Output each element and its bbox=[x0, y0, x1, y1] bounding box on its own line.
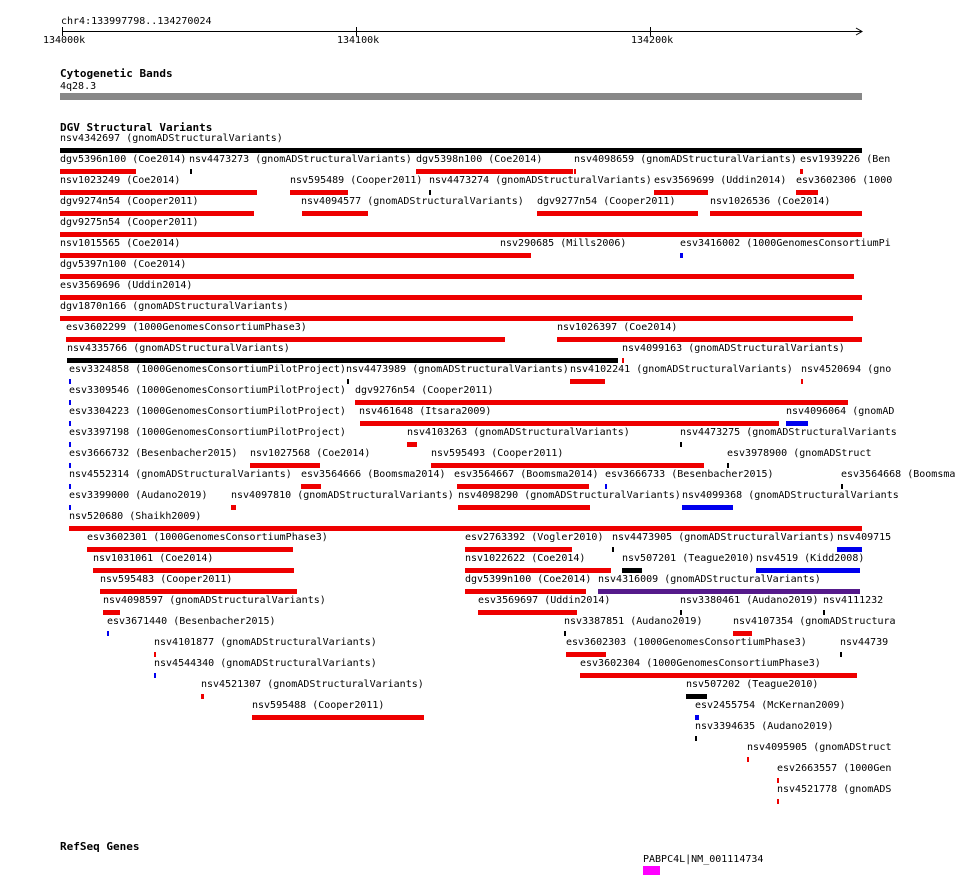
dgv-feature-label: esv3602306 (1000 bbox=[796, 175, 893, 186]
dgv-feature-label: esv3569697 (Uddin2014) bbox=[478, 595, 611, 606]
dgv-feature-label: esv3564666 (Boomsma2014) bbox=[301, 469, 446, 480]
ruler bbox=[0, 24, 890, 44]
ruler-tick-label: 134000k bbox=[43, 35, 86, 46]
dgv-feature-bar[interactable] bbox=[727, 463, 729, 468]
dgv-feature-bar[interactable] bbox=[66, 337, 505, 342]
dgv-feature-bar[interactable] bbox=[537, 211, 698, 216]
dgv-feature-bar[interactable] bbox=[777, 778, 779, 783]
dgv-feature-bar[interactable] bbox=[557, 337, 862, 342]
dgv-feature-bar[interactable] bbox=[457, 484, 589, 489]
dgv-feature-label: nsv1022622 (Coe2014) bbox=[465, 553, 586, 564]
dgv-feature-label: nsv3387851 (Audano2019) bbox=[564, 616, 703, 627]
dgv-feature-label: nsv4102241 (gnomADStructuralVariants) bbox=[570, 364, 793, 375]
dgv-feature-label: nsv290685 (Mills2006) bbox=[500, 238, 627, 249]
dgv-feature-label: nsv4473273 (gnomADStructuralVariants) bbox=[189, 154, 412, 165]
dgv-feature-bar[interactable] bbox=[290, 190, 348, 195]
dgv-feature-label: esv3978900 (gnomADStruct bbox=[727, 448, 872, 459]
dgv-feature-label: nsv4316009 (gnomADStructuralVariants) bbox=[598, 574, 821, 585]
dgv-feature-bar[interactable] bbox=[796, 190, 818, 195]
dgv-feature-bar[interactable] bbox=[69, 505, 71, 510]
dgv-feature-label: nsv4099163 (gnomADStructuralVariants) bbox=[622, 343, 845, 354]
dgv-feature-bar[interactable] bbox=[69, 379, 71, 384]
dgv-feature-bar[interactable] bbox=[302, 211, 368, 216]
dgv-feature-bar[interactable] bbox=[429, 190, 431, 195]
dgv-feature-label: nsv4098659 (gnomADStructuralVariants) bbox=[574, 154, 797, 165]
track-title-refseq: RefSeq Genes bbox=[60, 840, 140, 853]
dgv-feature-label: esv3399000 (Audano2019) bbox=[69, 490, 208, 501]
dgv-feature-bar[interactable] bbox=[500, 253, 531, 258]
dgv-feature-bar[interactable] bbox=[570, 379, 605, 384]
dgv-feature-label: esv3602301 (1000GenomesConsortiumPhase3) bbox=[87, 532, 328, 543]
dgv-feature-label: nsv4342697 (gnomADStructuralVariants) bbox=[60, 133, 283, 144]
dgv-feature-bar[interactable] bbox=[458, 505, 590, 510]
dgv-feature-bar[interactable] bbox=[682, 505, 733, 510]
dgv-feature-bar[interactable] bbox=[465, 589, 586, 594]
dgv-feature-bar[interactable] bbox=[695, 715, 699, 720]
dgv-feature-label: esv3569699 (Uddin2014) bbox=[654, 175, 787, 186]
dgv-feature-label: esv3602299 (1000GenomesConsortiumPhase3) bbox=[66, 322, 307, 333]
dgv-feature-bar[interactable] bbox=[301, 484, 321, 489]
dgv-feature-bar[interactable] bbox=[60, 253, 531, 258]
track-title-cytoband: Cytogenetic Bands bbox=[60, 67, 173, 80]
dgv-feature-label: nsv4473275 (gnomADStructuralVariants bbox=[680, 427, 897, 438]
dgv-feature-label: nsv1027568 (Coe2014) bbox=[250, 448, 371, 459]
dgv-feature-label: nsv1031061 (Coe2014) bbox=[93, 553, 214, 564]
dgv-feature-bar[interactable] bbox=[786, 421, 808, 426]
dgv-feature-bar[interactable] bbox=[777, 799, 779, 804]
dgv-feature-label: nsv4519 (Kidd2008) bbox=[756, 553, 865, 564]
dgv-feature-bar[interactable] bbox=[69, 526, 862, 531]
dgv-feature-label: nsv595489 (Cooper2011) bbox=[290, 175, 423, 186]
dgv-feature-bar[interactable] bbox=[60, 274, 854, 279]
dgv-feature-bar[interactable] bbox=[69, 400, 71, 405]
dgv-feature-label: esv3397198 (1000GenomesConsortiumPilotProject) bbox=[69, 427, 346, 438]
dgv-feature-label: nsv4521307 (gnomADStructuralVariants) bbox=[201, 679, 424, 690]
dgv-feature-bar[interactable] bbox=[622, 568, 642, 573]
dgv-feature-label: nsv1023249 (Coe2014) bbox=[60, 175, 181, 186]
dgv-feature-label: nsv4098597 (gnomADStructuralVariants) bbox=[103, 595, 326, 606]
dgv-feature-bar[interactable] bbox=[154, 652, 156, 657]
dgv-feature-bar[interactable] bbox=[747, 757, 749, 762]
dgv-feature-bar[interactable] bbox=[733, 631, 752, 636]
dgv-feature-label: nsv1015565 (Coe2014) bbox=[60, 238, 181, 249]
dgv-feature-label: nsv4099368 (gnomADStructuralVariants bbox=[682, 490, 899, 501]
dgv-feature-bar[interactable] bbox=[60, 148, 862, 153]
dgv-feature-label: dgv5399n100 (Coe2014) bbox=[465, 574, 592, 585]
dgv-feature-label: esv3666733 (Besenbacher2015) bbox=[605, 469, 774, 480]
dgv-feature-label: nsv3380461 (Audano2019) bbox=[680, 595, 819, 606]
dgv-feature-label: nsv4094577 (gnomADStructuralVariants) bbox=[301, 196, 524, 207]
dgv-feature-bar[interactable] bbox=[710, 211, 862, 216]
dgv-feature-bar[interactable] bbox=[580, 673, 857, 678]
dgv-feature-bar[interactable] bbox=[800, 169, 803, 174]
dgv-feature-label: esv2763392 (Vogler2010) bbox=[465, 532, 604, 543]
dgv-feature-label: nsv4544340 (gnomADStructuralVariants) bbox=[154, 658, 377, 669]
dgv-feature-bar[interactable] bbox=[60, 316, 853, 321]
dgv-feature-label: nsv595493 (Cooper2011) bbox=[431, 448, 564, 459]
dgv-feature-bar[interactable] bbox=[465, 568, 611, 573]
dgv-feature-bar[interactable] bbox=[407, 442, 417, 447]
dgv-feature-label: nsv4096064 (gnomAD bbox=[786, 406, 895, 417]
dgv-feature-label: nsv520680 (Shaikh2009) bbox=[69, 511, 202, 522]
dgv-feature-bar[interactable] bbox=[93, 568, 294, 573]
dgv-feature-label: nsv4473905 (gnomADStructuralVariants) bbox=[612, 532, 835, 543]
dgv-feature-label: nsv4101877 (gnomADStructuralVariants) bbox=[154, 637, 377, 648]
dgv-feature-label: esv3564667 (Boomsma2014) bbox=[454, 469, 599, 480]
dgv-feature-bar[interactable] bbox=[680, 253, 683, 258]
dgv-feature-bar[interactable] bbox=[60, 232, 862, 237]
dgv-feature-label: nsv4097810 (gnomADStructuralVariants) bbox=[231, 490, 454, 501]
dgv-feature-label: nsv1026397 (Coe2014) bbox=[557, 322, 678, 333]
dgv-feature-label: esv3324858 (1000GenomesConsortiumPilotProject) bbox=[69, 364, 346, 375]
dgv-feature-bar[interactable] bbox=[564, 631, 566, 636]
dgv-feature-label: nsv3394635 (Audano2019) bbox=[695, 721, 834, 732]
dgv-feature-label: nsv4111232 bbox=[823, 595, 884, 606]
dgv-feature-bar[interactable] bbox=[566, 652, 606, 657]
dgv-feature-bar[interactable] bbox=[201, 694, 204, 699]
dgv-feature-label: nsv4473989 (gnomADStructuralVariants) bbox=[346, 364, 569, 375]
dgv-feature-bar[interactable] bbox=[347, 379, 349, 384]
dgv-feature-label: dgv9277n54 (Cooper2011) bbox=[537, 196, 676, 207]
dgv-feature-label: esv3666732 (Besenbacher2015) bbox=[69, 448, 238, 459]
dgv-feature-bar[interactable] bbox=[465, 547, 572, 552]
dgv-feature-bar[interactable] bbox=[841, 484, 843, 489]
dgv-feature-bar[interactable] bbox=[756, 568, 860, 573]
dgv-feature-label: dgv5398n100 (Coe2014) bbox=[416, 154, 543, 165]
ruler-tick-label: 134200k bbox=[631, 35, 674, 46]
gene-feature-bar[interactable] bbox=[643, 866, 660, 875]
dgv-feature-label: nsv507201 (Teague2010) bbox=[622, 553, 755, 564]
dgv-feature-bar[interactable] bbox=[69, 421, 71, 426]
dgv-feature-bar[interactable] bbox=[67, 358, 618, 363]
dgv-feature-bar[interactable] bbox=[431, 463, 704, 468]
dgv-feature-bar[interactable] bbox=[801, 379, 803, 384]
dgv-feature-label: esv3416002 (1000GenomesConsortiumPi bbox=[680, 238, 891, 249]
dgv-feature-bar[interactable] bbox=[60, 169, 136, 174]
dgv-feature-label: nsv4098290 (gnomADStructuralVariants) bbox=[458, 490, 681, 501]
dgv-feature-label: esv3602303 (1000GenomesConsortiumPhase3) bbox=[566, 637, 807, 648]
dgv-feature-label: nsv4552314 (gnomADStructuralVariants) bbox=[69, 469, 292, 480]
dgv-feature-bar[interactable] bbox=[680, 442, 682, 447]
dgv-feature-bar[interactable] bbox=[252, 715, 424, 720]
dgv-feature-label: nsv44739 bbox=[840, 637, 889, 648]
cytoband-bar[interactable] bbox=[60, 93, 862, 100]
dgv-feature-label: nsv4335766 (gnomADStructuralVariants) bbox=[67, 343, 290, 354]
dgv-feature-label: nsv595483 (Cooper2011) bbox=[100, 574, 233, 585]
dgv-feature-bar[interactable] bbox=[695, 736, 697, 741]
dgv-feature-label: dgv9276n54 (Cooper2011) bbox=[355, 385, 494, 396]
dgv-feature-label: nsv4095905 (gnomADStruct bbox=[747, 742, 892, 753]
gene-label: PABPC4L|NM_001114734 bbox=[643, 854, 764, 865]
dgv-feature-label: dgv9275n54 (Cooper2011) bbox=[60, 217, 199, 228]
dgv-feature-bar[interactable] bbox=[60, 190, 257, 195]
dgv-feature-bar[interactable] bbox=[231, 505, 236, 510]
dgv-feature-bar[interactable] bbox=[107, 631, 109, 636]
dgv-feature-bar[interactable] bbox=[69, 484, 71, 489]
dgv-feature-bar[interactable] bbox=[60, 295, 862, 300]
dgv-feature-bar[interactable] bbox=[478, 610, 577, 615]
ruler-tick-label: 134100k bbox=[337, 35, 380, 46]
dgv-feature-label: nsv4520694 (gno bbox=[801, 364, 892, 375]
dgv-feature-bar[interactable] bbox=[154, 673, 156, 678]
dgv-feature-bar[interactable] bbox=[837, 547, 862, 552]
dgv-feature-bar[interactable] bbox=[69, 442, 71, 447]
dgv-feature-bar[interactable] bbox=[190, 169, 192, 174]
dgv-feature-bar[interactable] bbox=[654, 190, 708, 195]
dgv-feature-label: dgv5396n100 (Coe2014) bbox=[60, 154, 187, 165]
dgv-feature-label: esv3569696 (Uddin2014) bbox=[60, 280, 193, 291]
dgv-feature-label: dgv1870n166 (gnomADStructuralVariants) bbox=[60, 301, 289, 312]
cytoband-label: 4q28.3 bbox=[60, 81, 97, 92]
dgv-feature-bar[interactable] bbox=[60, 211, 254, 216]
dgv-feature-bar[interactable] bbox=[598, 589, 860, 594]
dgv-feature-label: esv3564668 (Boomsma bbox=[841, 469, 955, 480]
dgv-feature-bar[interactable] bbox=[69, 463, 71, 468]
dgv-feature-bar[interactable] bbox=[100, 589, 297, 594]
dgv-feature-bar[interactable] bbox=[686, 694, 707, 699]
dgv-feature-label: nsv409715 bbox=[837, 532, 892, 543]
dgv-feature-label: esv2455754 (McKernan2009) bbox=[695, 700, 846, 711]
dgv-feature-bar[interactable] bbox=[622, 358, 624, 363]
track-title-dgv: DGV Structural Variants bbox=[60, 121, 213, 134]
dgv-feature-label: esv1939226 (Ben bbox=[800, 154, 891, 165]
dgv-feature-label: esv3602304 (1000GenomesConsortiumPhase3) bbox=[580, 658, 821, 669]
dgv-feature-label: nsv461648 (Itsara2009) bbox=[359, 406, 492, 417]
dgv-feature-bar[interactable] bbox=[87, 547, 293, 552]
dgv-feature-label: nsv595488 (Cooper2011) bbox=[252, 700, 385, 711]
dgv-feature-label: esv3309546 (1000GenomesConsortiumPilotProject) bbox=[69, 385, 346, 396]
dgv-feature-label: nsv1026536 (Coe2014) bbox=[710, 196, 831, 207]
dgv-feature-bar[interactable] bbox=[840, 652, 842, 657]
dgv-feature-label: esv2663557 (1000Gen bbox=[777, 763, 892, 774]
dgv-feature-label: nsv4473274 (gnomADStructuralVariants) bbox=[429, 175, 652, 186]
dgv-feature-bar[interactable] bbox=[680, 610, 682, 615]
dgv-feature-bar[interactable] bbox=[605, 484, 607, 489]
dgv-feature-bar[interactable] bbox=[103, 610, 120, 615]
dgv-feature-bar[interactable] bbox=[823, 610, 825, 615]
dgv-feature-bar[interactable] bbox=[416, 169, 573, 174]
dgv-feature-label: dgv5397n100 (Coe2014) bbox=[60, 259, 187, 270]
chromosome-location: chr4:133997798..134270024 bbox=[61, 16, 212, 27]
dgv-feature-bar[interactable] bbox=[250, 463, 320, 468]
dgv-feature-bar[interactable] bbox=[612, 547, 614, 552]
dgv-feature-label: nsv507202 (Teague2010) bbox=[686, 679, 819, 690]
dgv-feature-label: nsv4107354 (gnomADStructura bbox=[733, 616, 896, 627]
dgv-feature-label: dgv9274n54 (Cooper2011) bbox=[60, 196, 199, 207]
dgv-feature-label: esv3304223 (1000GenomesConsortiumPilotProject) bbox=[69, 406, 346, 417]
dgv-feature-label: esv3671440 (Besenbacher2015) bbox=[107, 616, 276, 627]
dgv-feature-label: nsv4103263 (gnomADStructuralVariants) bbox=[407, 427, 630, 438]
dgv-feature-label: nsv4521778 (gnomADS bbox=[777, 784, 892, 795]
dgv-feature-bar[interactable] bbox=[360, 421, 779, 426]
dgv-feature-bar[interactable] bbox=[574, 169, 576, 174]
dgv-feature-bar[interactable] bbox=[355, 400, 848, 405]
